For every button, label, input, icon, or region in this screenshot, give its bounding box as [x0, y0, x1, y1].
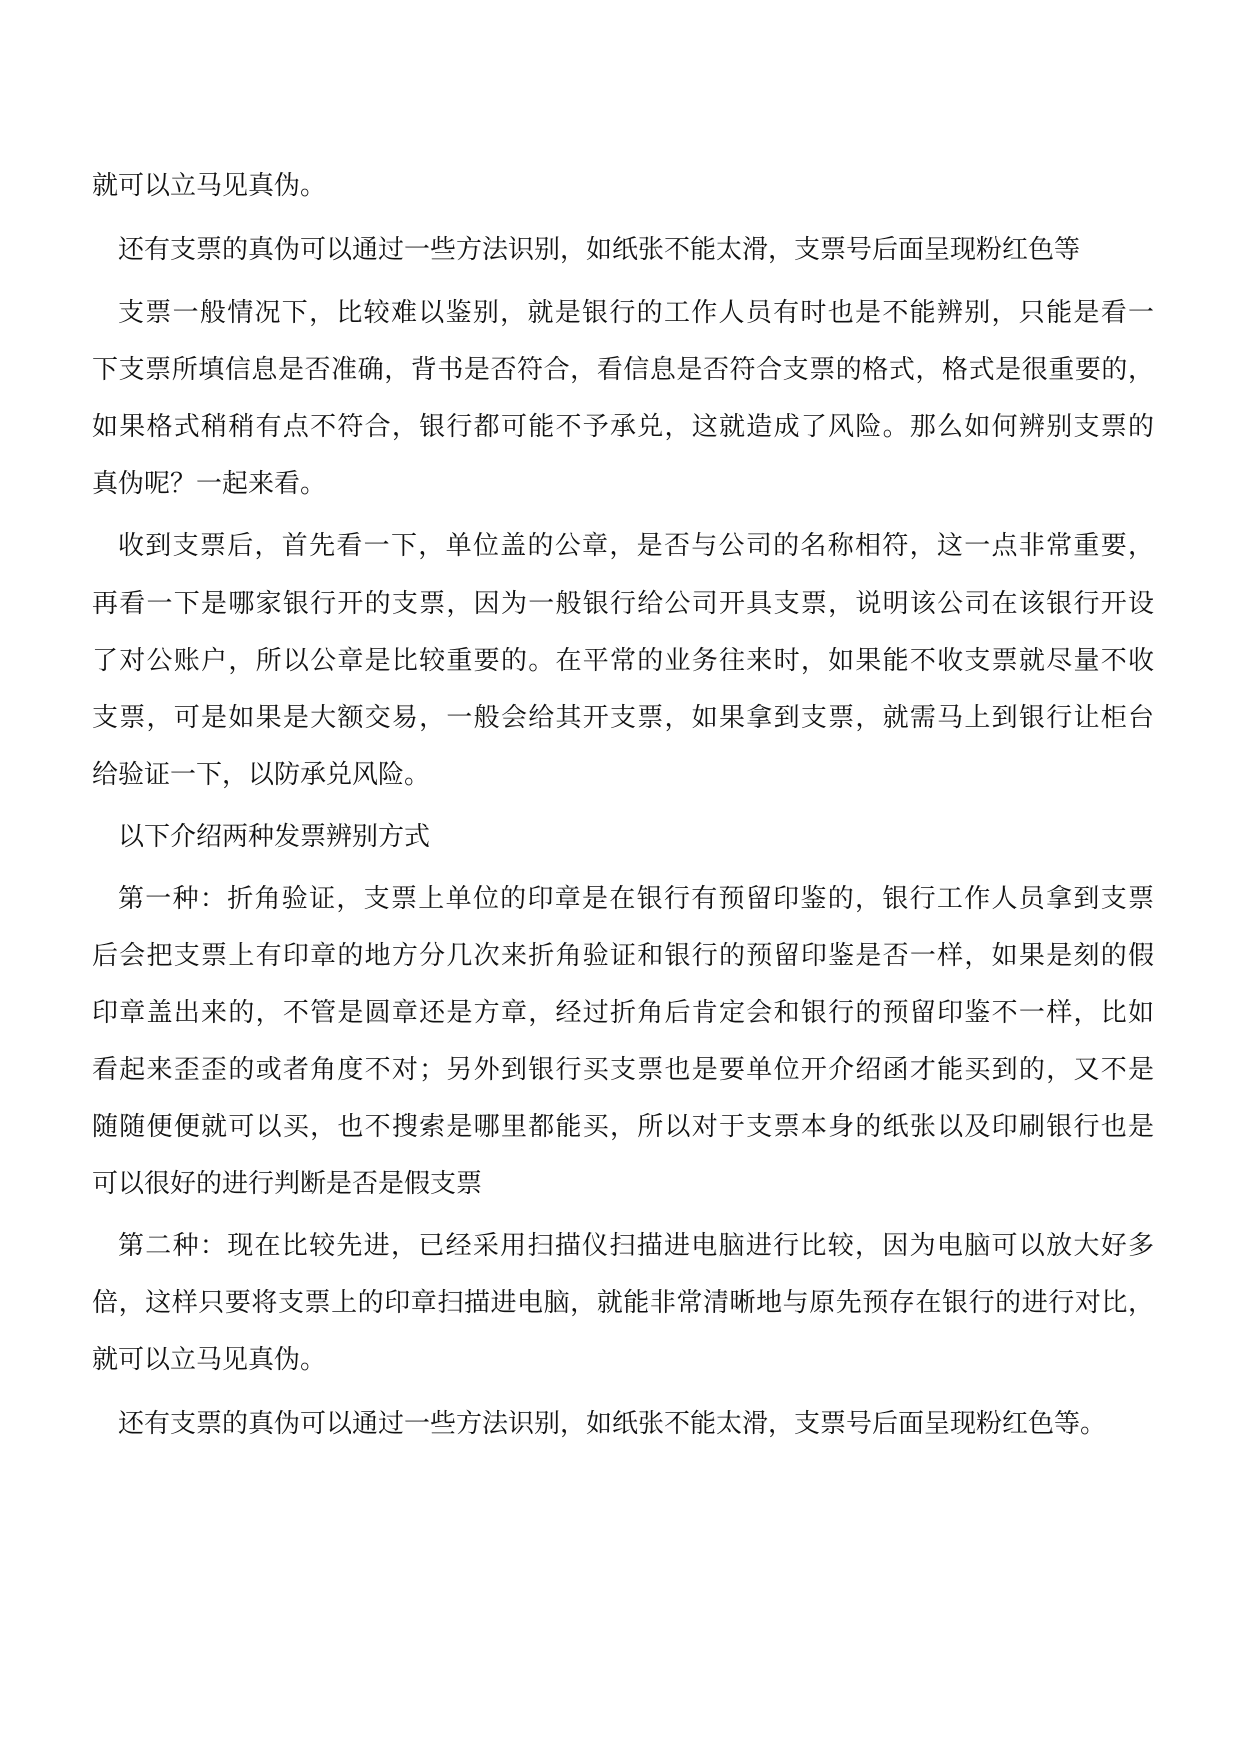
text-line: 倍，这样只要将支票上的印章扫描进电脑，就能非常清晰地与原先预存在银行的进行对比， [92, 1288, 1154, 1318]
text-line: 如果格式稍稍有点不符合，银行都可能不予承兑，这就造成了风险。那么如何辨别支票的 [92, 412, 1154, 442]
text-line: 随随便便就可以买，也不搜索是哪里都能买，所以对于支票本身的纸张以及印刷银行也是 [92, 1112, 1154, 1142]
text-line: 支票一般情况下，比较难以鉴别，就是银行的工作人员有时也是不能辨别，只能是看一 [118, 298, 1154, 328]
text-line: 支票，可是如果是大额交易，一般会给其开支票，如果拿到支票，就需马上到银行让柜台 [92, 703, 1154, 733]
text-line: 第一种：折角验证，支票上单位的印章是在银行有预留印鉴的，银行工作人员拿到支票 [118, 884, 1154, 914]
text-line: 印章盖出来的，不管是圆章还是方章，经过折角后肯定会和银行的预留印鉴不一样，比如 [92, 998, 1154, 1028]
text-line: 真伪呢？一起来看。 [92, 469, 327, 499]
text-line: 以下介绍两种发票辨别方式 [118, 822, 431, 852]
text-line: 下支票所填信息是否准确，背书是否符合，看信息是否符合支票的格式，格式是很重要的， [92, 355, 1154, 385]
text-line: 可以很好的进行判断是否是假支票 [92, 1169, 483, 1199]
text-line: 了对公账户，所以公章是比较重要的。在平常的业务往来时，如果能不收支票就尽量不收 [92, 646, 1154, 676]
text-line: 再看一下是哪家银行开的支票，因为一般银行给公司开具支票，说明该公司在该银行开设 [92, 589, 1154, 619]
text-line: 后会把支票上有印章的地方分几次来折角验证和银行的预留印鉴是否一样，如果是刻的假 [92, 941, 1154, 971]
text-line: 就可以立马见真伪。 [92, 1345, 327, 1375]
text-line: 给验证一下，以防承兑风险。 [92, 760, 431, 790]
text-line: 还有支票的真伪可以通过一些方法识别，如纸张不能太滑，支票号后面呈现粉红色等 [118, 235, 1081, 265]
text-line: 第二种：现在比较先进，已经采用扫描仪扫描进电脑进行比较，因为电脑可以放大好多 [118, 1231, 1154, 1261]
text-line: 收到支票后，首先看一下，单位盖的公章，是否与公司的名称相符，这一点非常重要， [118, 531, 1154, 561]
text-line: 看起来歪歪的或者角度不对；另外到银行买支票也是要单位开介绍函才能买到的，又不是 [92, 1055, 1154, 1085]
text-line: 就可以立马见真伪。 [92, 171, 327, 201]
text-line: 还有支票的真伪可以通过一些方法识别，如纸张不能太滑，支票号后面呈现粉红色等。 [118, 1409, 1107, 1439]
